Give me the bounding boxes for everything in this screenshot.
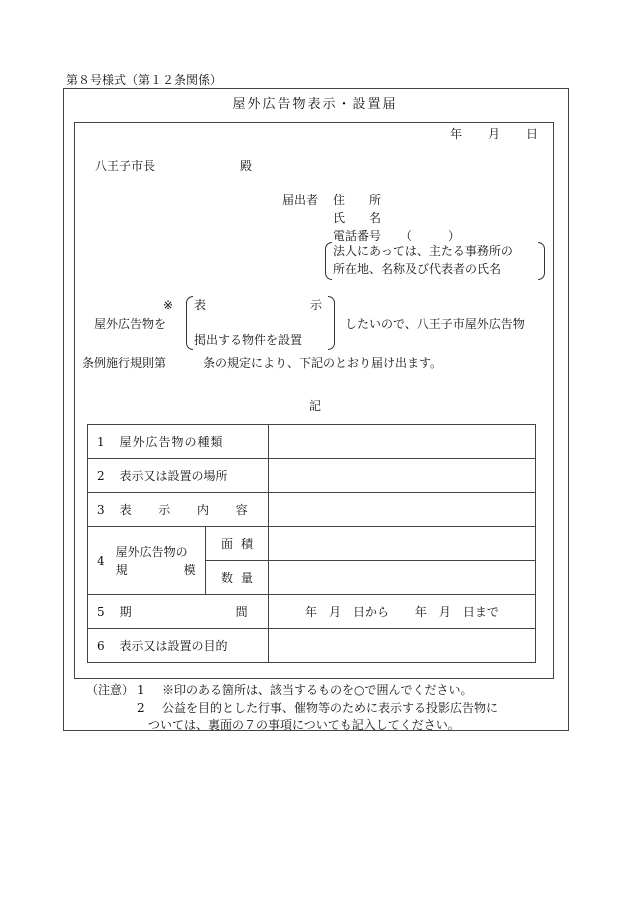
notes-head: （注意）	[86, 683, 135, 697]
corp-note-line-2: 所在地、名称及び代表者の氏名	[333, 262, 502, 276]
row-number: 1	[97, 435, 105, 449]
body-line2-b: 条の規定により、下記のとおり届け出ます。	[203, 356, 443, 370]
table-row	[88, 595, 536, 629]
note2-text-line2: ついては、裏面の７の事項についても記入してください。	[148, 718, 460, 732]
period-end: 年 月 日まで	[414, 605, 499, 619]
row1-value[interactable]	[269, 425, 536, 459]
row6-label: 表示又は設置の目的	[119, 639, 228, 653]
date-month: 月	[488, 127, 501, 141]
row4-label-b1: 規	[115, 562, 128, 577]
note2-text-line1: 公益を目的とした行事、催物等のために表示する投影広告物に	[162, 701, 499, 715]
row2-label-cell	[88, 459, 269, 493]
row4-label-a: 屋外広告物の	[115, 544, 188, 559]
recipient: 八王子市長	[95, 159, 156, 173]
table-row	[88, 527, 536, 561]
row-number: 5	[97, 604, 105, 619]
row4-label-cell	[88, 527, 206, 595]
row3-value[interactable]	[269, 493, 536, 527]
row4-label-b2: 模	[183, 562, 196, 577]
row-number: 6	[97, 639, 105, 653]
choice-bracket-right	[328, 296, 335, 350]
row1-label: 屋外広告物の種類	[119, 435, 224, 449]
note2-number: 2	[137, 701, 145, 715]
option-display-b: 示	[310, 298, 323, 312]
option-install: 掲出する物件を設置	[194, 333, 303, 347]
address-label: 住 所	[333, 193, 382, 207]
honorific: 殿	[240, 159, 253, 173]
note1-number: 1	[137, 683, 145, 697]
row5-label-cell	[88, 595, 269, 629]
area-label-char: 積	[240, 537, 253, 551]
area-value[interactable]	[269, 527, 536, 561]
row6-value[interactable]	[269, 629, 536, 663]
row1-label-cell	[88, 425, 269, 459]
note1-text: ※印のある箇所は、該当するものを○で囲んでください。	[162, 683, 473, 697]
corp-note-bracket-right	[538, 242, 545, 280]
choice-bracket-left	[186, 296, 193, 350]
body-suffix: したいので、八王子市屋外広告物	[345, 317, 525, 331]
table-row	[88, 459, 536, 493]
table-row	[88, 425, 536, 459]
period-start: 年 月 日から	[305, 605, 390, 619]
row5-label-b: 間	[235, 605, 248, 619]
corp-note-bracket-left	[325, 242, 332, 280]
row2-value[interactable]	[269, 459, 536, 493]
row3-label-char: 表	[119, 503, 132, 517]
table-row	[88, 629, 536, 663]
option-display-a: 表	[194, 298, 207, 312]
ki-mark: 記	[309, 399, 322, 413]
row-number: 2	[97, 469, 105, 483]
corp-note-line-1: 法人にあっては、主たる事務所の	[333, 244, 513, 258]
row3-label-char: 容	[235, 503, 248, 517]
count-label-char: 数	[221, 571, 234, 585]
phone-paren: （ ）	[400, 229, 461, 243]
row4-sub1-label-cell	[206, 527, 269, 561]
name-label: 氏 名	[333, 211, 382, 225]
row3-label-cell	[88, 493, 269, 527]
row3-label-char: 内	[196, 503, 209, 517]
row5-value-cell[interactable]	[269, 595, 536, 629]
applicant-label: 届出者	[282, 193, 319, 207]
phone-label: 電話番号	[333, 229, 382, 243]
row-number: 3	[97, 502, 105, 517]
row2-label: 表示又は設置の場所	[119, 469, 228, 483]
details-table	[87, 424, 536, 663]
count-value[interactable]	[269, 561, 536, 595]
choice-mark: ※	[163, 298, 174, 312]
row3-label-char: 示	[158, 503, 171, 517]
date-day: 日	[526, 127, 539, 141]
count-label-char: 量	[240, 571, 253, 585]
row4-sub2-label-cell	[206, 561, 269, 595]
body-line2-a: 条例施行規則第	[82, 356, 167, 370]
row-number: 4	[97, 553, 105, 568]
date-year: 年	[450, 127, 463, 141]
page-title: 屋外広告物表示・設置届	[232, 97, 398, 112]
row5-label-a: 期	[119, 605, 132, 619]
table-row	[88, 493, 536, 527]
form-id: 第８号様式（第１２条関係）	[66, 73, 223, 87]
body-prefix: 屋外広告物を	[94, 317, 167, 331]
row6-label-cell	[88, 629, 269, 663]
area-label-char: 面	[221, 537, 234, 551]
